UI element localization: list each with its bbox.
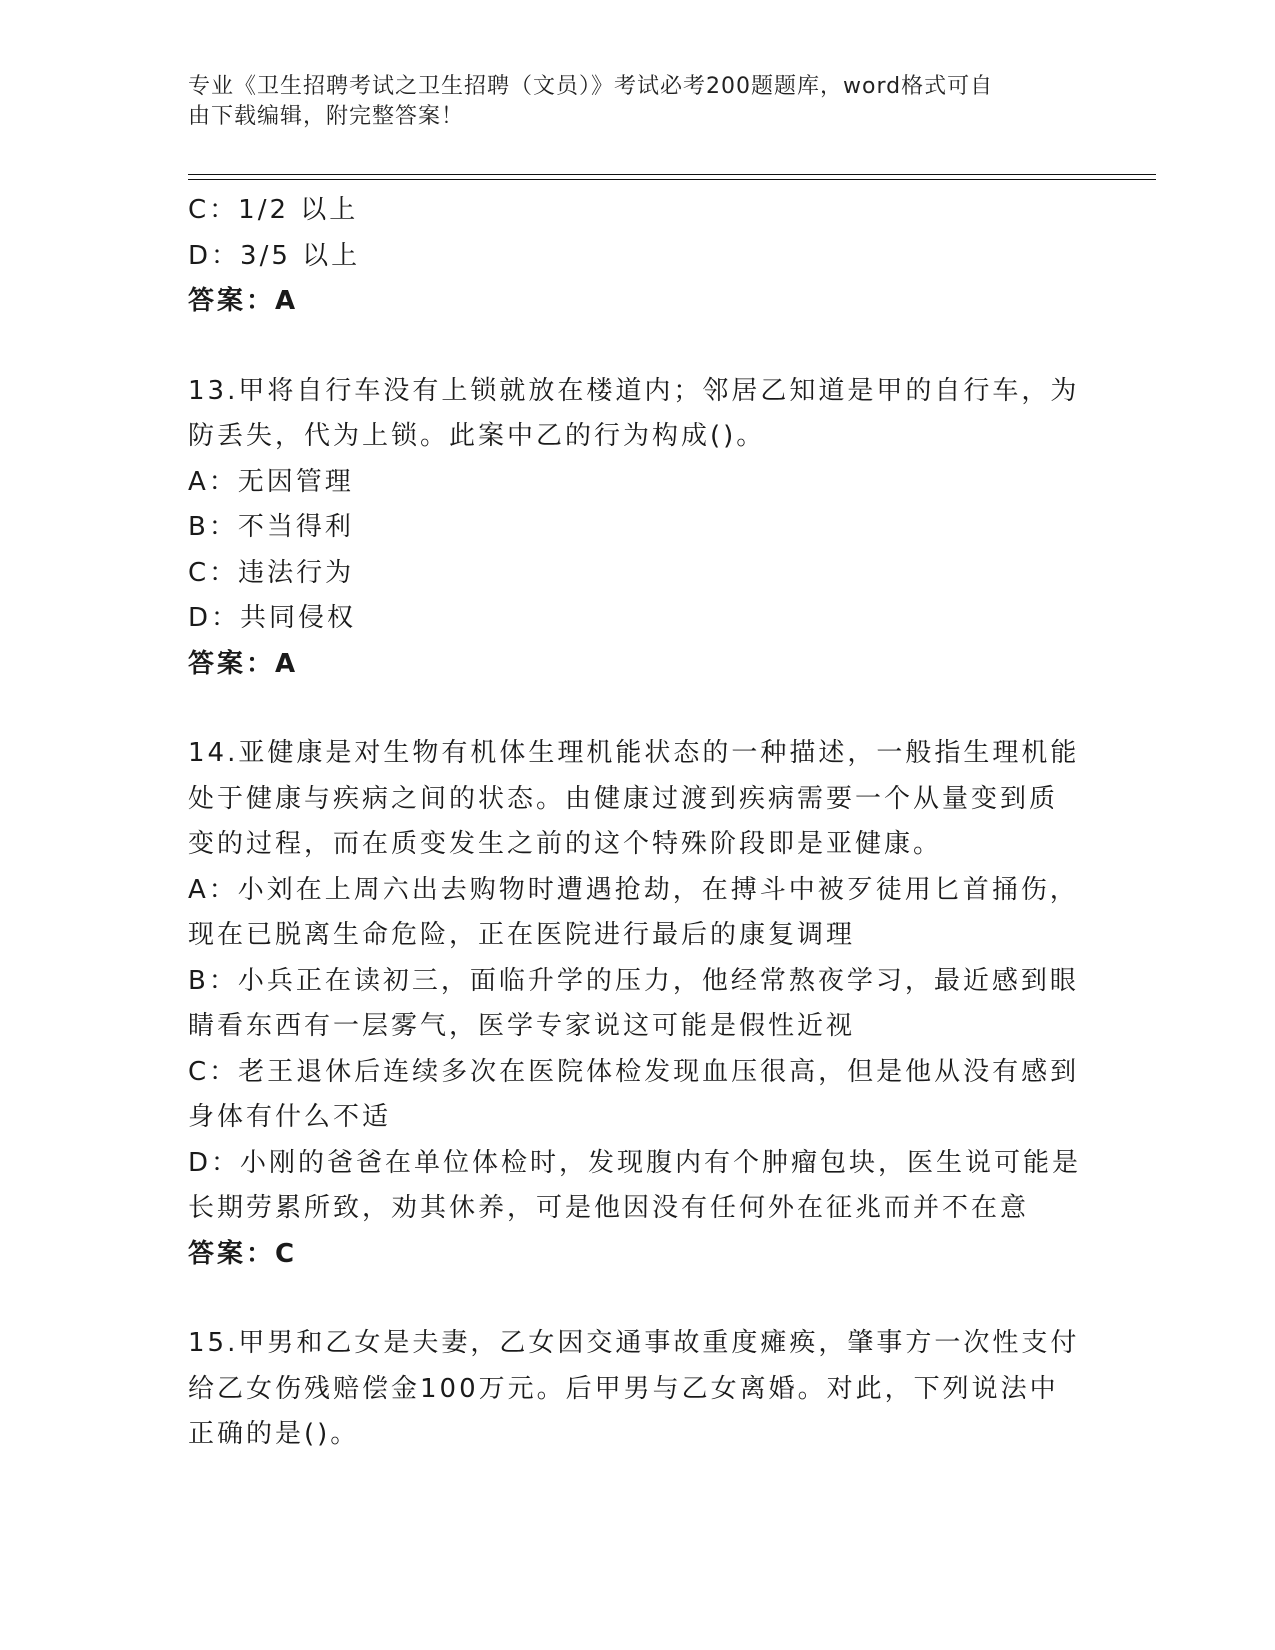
text-line: 身体有什么不适 [188,1102,392,1132]
text-line: 给乙女伤残赔偿金100万元。后甲男与乙女离婚。对此，下列说法中 [188,1373,1059,1404]
text-line: C：1/2 以上 [188,195,359,225]
text-line: 正确的是()。 [188,1419,360,1449]
answer-line: 答案：A [188,648,299,679]
text-line: 处于健康与疾病之间的状态。由健康过渡到疾病需要一个从量变到质 [188,783,1059,814]
text-line: 变的过程，而在质变发生之前的这个特殊阶段即是亚健康。 [188,829,943,859]
text-line: B：小兵正在读初三，面临升学的压力，他经常熬夜学习，最近感到眼 [188,965,1079,996]
text-line: A：无因管理 [188,466,354,497]
text-line: 睛看东西有一层雾气，医学专家说这可能是假性近视 [188,1011,856,1041]
text-line: 14.亚健康是对生物有机体生理机能状态的一种描述，一般指生理机能 [188,738,1080,768]
question-block [188,731,1082,1277]
text-line: 15.甲男和乙女是夫妻，乙女因交通事故重度瘫痪，肇事方一次性支付 [188,1328,1080,1358]
question-block [188,188,1078,325]
header-line-2: 由下载编辑，附完整答案！ [188,104,465,129]
text-line: C：违法行为 [188,557,355,588]
text-line: D：3/5 以上 [188,240,361,271]
answer-line: 答案：C [188,1238,298,1269]
text-line: 13.甲将自行车没有上锁就放在楼道内；邻居乙知道是甲的自行车，为 [188,375,1080,406]
text-line: D：小刚的爸爸在单位体检时，发现腹内有个肿瘤包块，医生说可能是 [188,1147,1082,1178]
text-line: 长期劳累所致，劝其休养，可是他因没有任何外在征兆而并不在意 [188,1193,1030,1223]
text-line: D：共同侵权 [188,603,357,633]
header-divider [188,174,1156,180]
text-line: C：老王退休后连续多次在医院体检发现血压很高，但是他从没有感到 [188,1056,1080,1087]
block-spacer [188,325,1078,369]
answer-line: 答案：A [188,286,299,316]
block-spacer [188,1277,1078,1321]
question-block [188,369,1078,688]
block-spacer [188,687,1078,731]
text-line: 防丢失，代为上锁。此案中乙的行为构成()。 [188,421,766,451]
text-line: 现在已脱离生命危险，正在医院进行最后的康复调理 [188,920,856,950]
page-header [188,72,1068,132]
question-block [188,1321,1078,1458]
question-content [188,188,1082,1458]
text-line: B：不当得利 [188,512,354,542]
header-line-1: 专业《卫生招聘考试之卫生招聘（文员）》考试必考200题题库，word格式可自 [188,74,994,99]
text-line: A：小刘在上周六出去购物时遭遇抢劫，在搏斗中被歹徒用匕首捅伤， [188,874,1079,905]
